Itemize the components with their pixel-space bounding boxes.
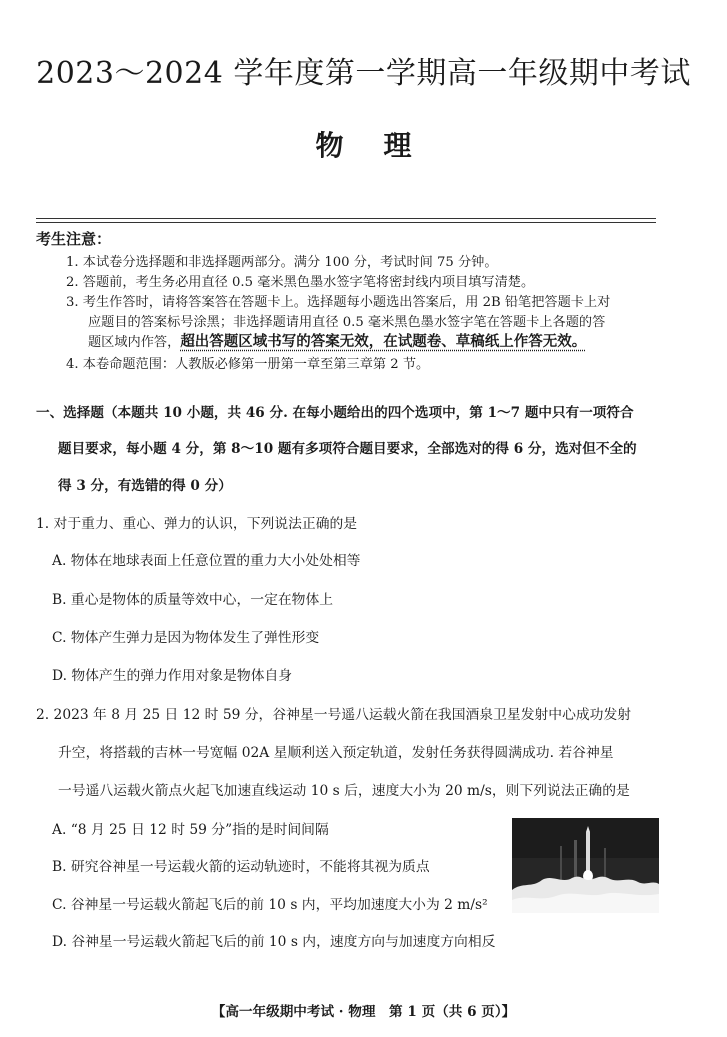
photo-sky-upper <box>512 818 659 858</box>
divider-rule <box>36 218 656 219</box>
notice-item-1: 1. 本试卷分选择题和非选择题两部分。满分 100 分，考试时间 75 分钟。 <box>66 255 498 270</box>
notice-item-4: 4. 本卷命题范围：人教版必修第一册第一章至第三章第 2 节。 <box>66 357 430 372</box>
question-2-stem-continued: 升空，将搭载的吉林一号宽幅 02A 星顺利送入预定轨道，发射任务获得圆满成功. 若谷神星 <box>58 745 614 761</box>
notice-heading: 考生注意： <box>36 230 112 248</box>
question-2-option-a: A. “8 月 25 日 12 时 59 分”指的是时间间隔 <box>52 822 329 838</box>
question-1-stem: 1. 对于重力、重心、弹力的认识，下列说法正确的是 <box>36 516 358 532</box>
notice-text: 题区域内作答， <box>88 335 181 350</box>
page-footer: 【高一年级期中考试 · 物理 第 1 页（共 6 页）】 <box>211 1004 516 1020</box>
notice-emphasis: 超出答题区域书写的答案无效，在试题卷、草稿纸上作答无效。 <box>180 334 587 350</box>
question-1-option-c: C. 物体产生弹力是因为物体发生了弹性形变 <box>52 630 320 646</box>
notice-item-3-continued: 应题目的答案标号涂黑；非选择题请用直径 0.5 毫米黑色墨水签字笔在答题卡上各题的答 <box>88 315 606 330</box>
section-heading-continued: 得 3 分，有选错的得 0 分） <box>58 478 232 494</box>
question-2-option-d: D. 谷神星一号运载火箭起飞后的前 10 s 内，速度方向与加速度方向相反 <box>52 934 496 950</box>
rocket-launch-photo <box>512 818 659 913</box>
section-heading-continued: 题目要求，每小题 4 分，第 8～10 题有多项符合题目要求，全部选对的得 6 分，选对但不全的 <box>58 441 637 457</box>
notice-item-3-continued-2 <box>88 330 586 351</box>
notice-item-2: 2. 答题前，考生务必用直径 0.5 毫米黑色墨水签字笔将密封线内项目填写清楚。 <box>66 275 535 290</box>
divider-rule <box>36 222 656 223</box>
rocket-body <box>586 832 590 872</box>
notice-item-3: 3. 考生作答时，请将答案答在答题卡上。选择题每小题选出答案后，用 2B 铅笔把答题卡上对 <box>66 295 611 310</box>
question-2-option-c: C. 谷神星一号运载火箭起飞后的前 10 s 内，平均加速度大小为 2 m/s² <box>52 897 488 913</box>
question-2-option-b: B. 研究谷神星一号运载火箭的运动轨迹时，不能将其视为质点 <box>52 859 430 875</box>
exam-title: 2023～2024 学年度第一学期高一年级期中考试 <box>36 56 691 91</box>
question-2-stem: 2. 2023 年 8 月 25 日 12 时 59 分，谷神星一号遥八运载火箭在我国酒泉卫星发射中心成功发射 <box>36 707 632 723</box>
subject-title: 物理 <box>315 129 452 162</box>
question-1-option-a: A. 物体在地球表面上任意位置的重力大小处处相等 <box>52 553 361 569</box>
question-1-option-b: B. 重心是物体的质量等效中心，一定在物体上 <box>52 592 334 608</box>
question-1-option-d: D. 物体产生的弹力作用对象是物体自身 <box>52 668 293 684</box>
section-heading: 一、选择题（本题共 10 小题，共 46 分. 在每小题给出的四个选项中，第 1～7 题中只有一项符合 <box>36 405 634 421</box>
question-2-stem-continued: 一号遥八运载火箭点火起飞加速直线运动 10 s 后，速度大小为 20 m/s，则下列说法正确的是 <box>58 783 630 799</box>
